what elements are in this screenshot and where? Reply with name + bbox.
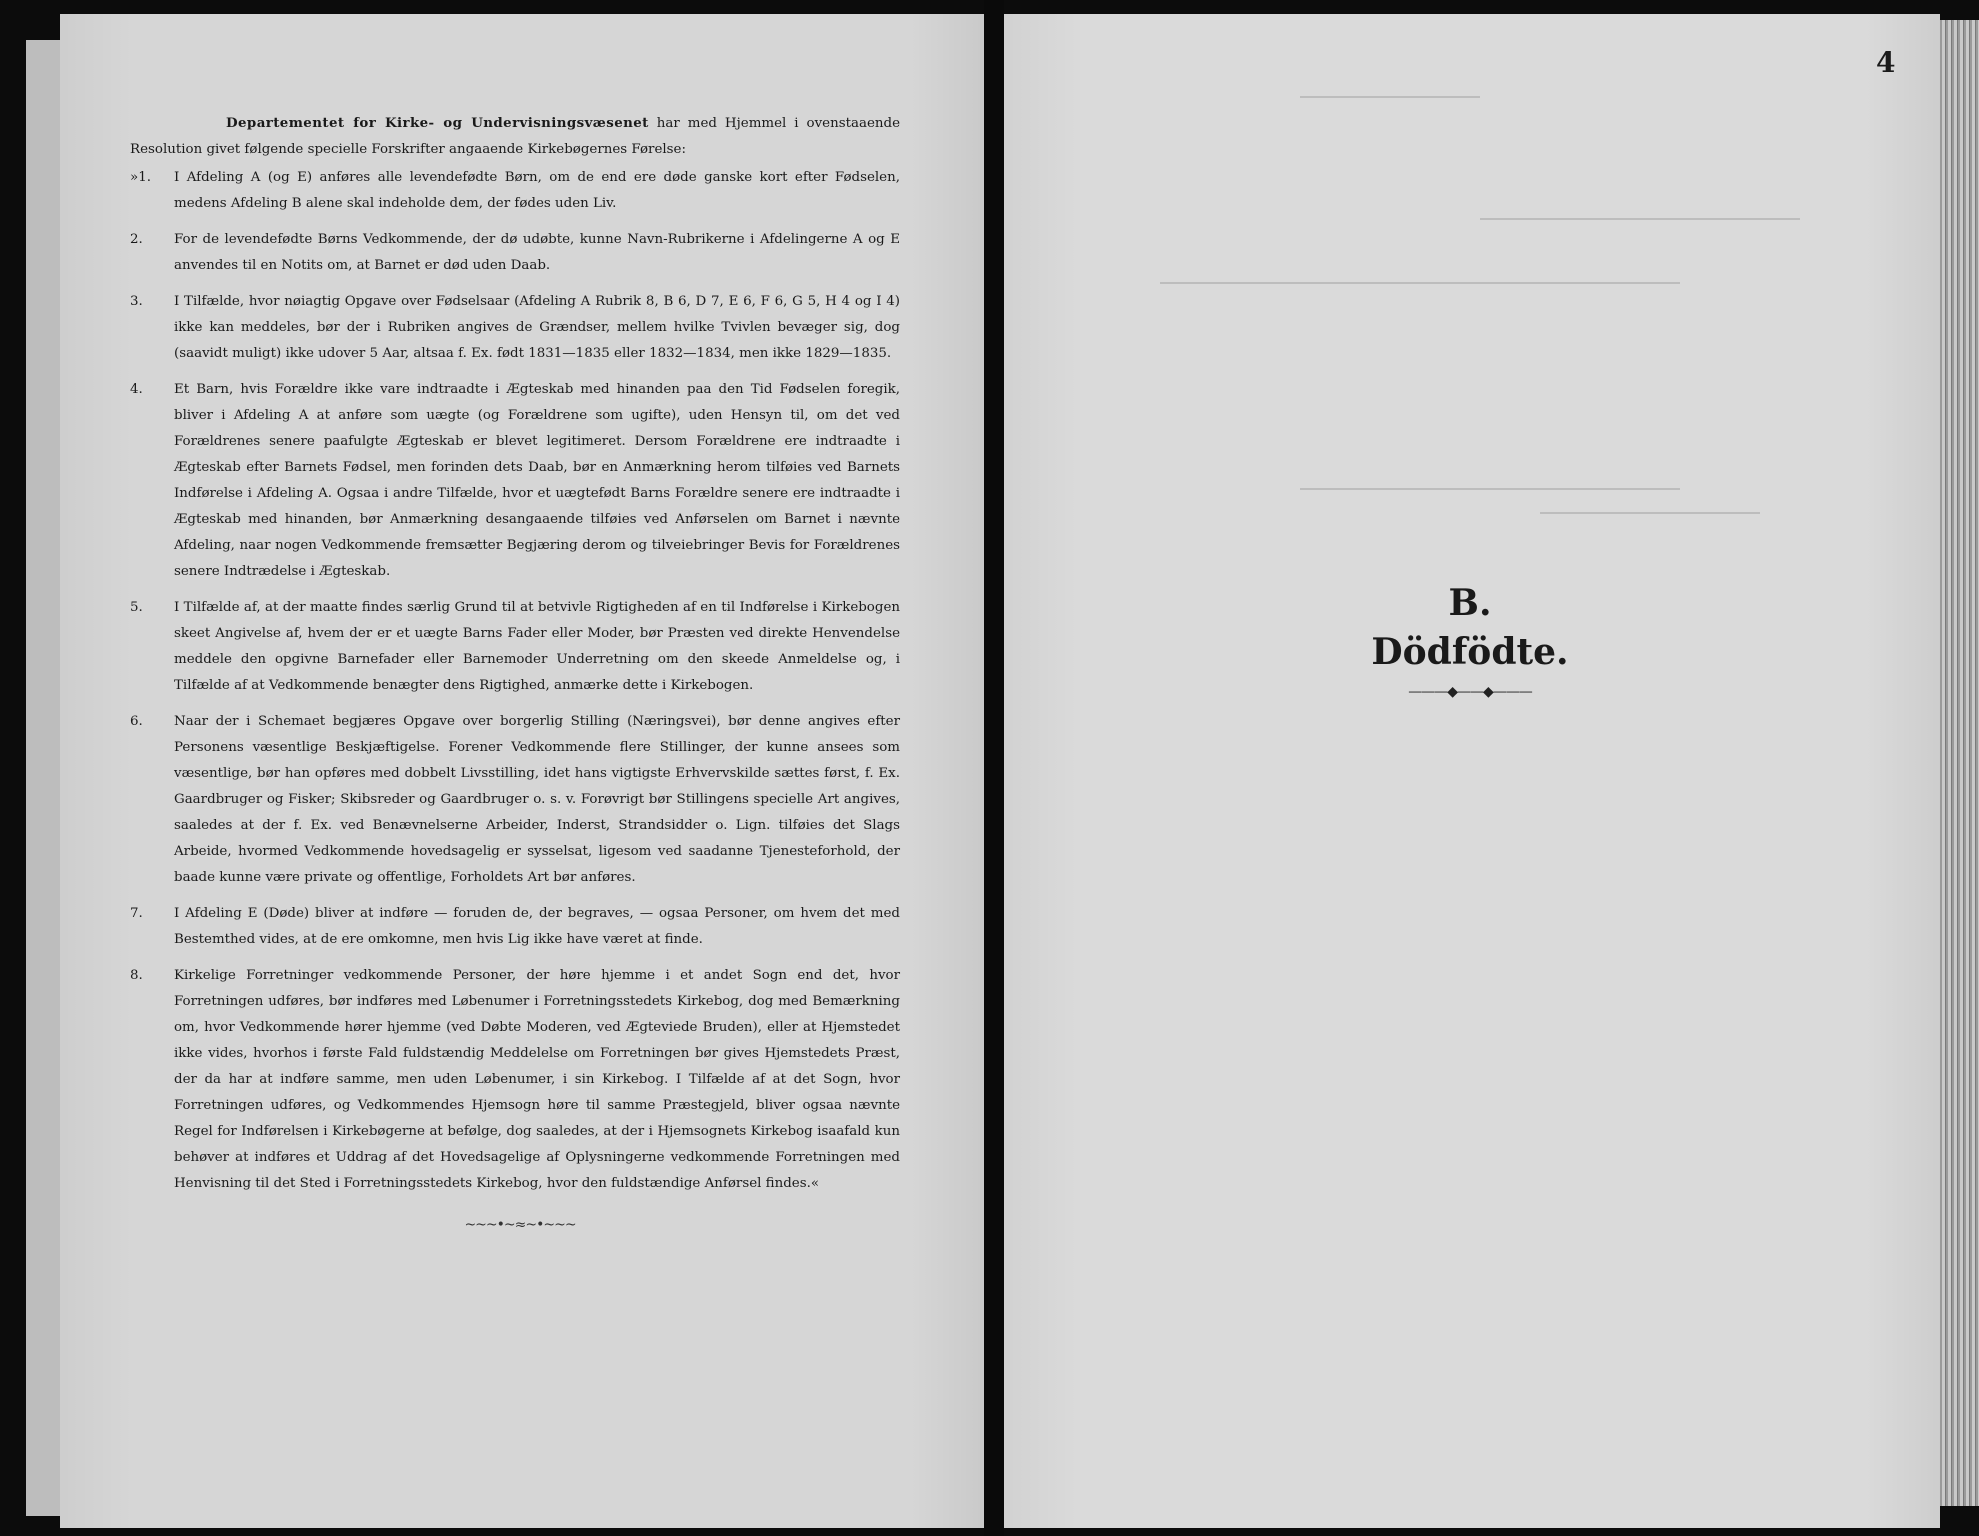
bleed-through-mark bbox=[1300, 96, 1480, 98]
rule-text: I Afdeling A (og E) anføres alle levendefødte Børn, om de end ere døde ganske kort efter Fødselen, medens Afdeling B alene skal indeholde dem, der fødes uden Liv. bbox=[174, 170, 900, 211]
regulations-text bbox=[130, 110, 900, 1207]
page-number: 4 bbox=[1876, 46, 1896, 79]
bleed-through-mark bbox=[1480, 218, 1800, 220]
rule-item bbox=[130, 165, 900, 217]
rule-text: Naar der i Schemaet begjæres Opgave over borgerlig Stilling (Næringsvei), bør denne angives efter Personens væsentlige Beskjæftigelse. Forener Vedkommende flere Stillinger, der kunne ansees som væsentlige, bør han opføres med dobbelt Livsstilling, idet hans vigtigste Erhvervskilde sættes først, f. Ex. Gaardbruger og Fisker; Skibsreder og Gaardbruger o. s. v. Forøvrigt bør Stillingens specielle Art angives, saaledes at der f. Ex. ved Benævnelserne Arbeider, Inderst, Strandsidder o. Lign. tilføies det Slags Arbeide, hvormed Vedkommende hovedsagelig er sysselsat, ligesom ved saadanne Tjenesteforhold, der baade kunne være private og offentlige, Forholdets Art bør anføres. bbox=[174, 714, 900, 885]
rule-text: Et Barn, hvis Forældre ikke vare indtraadte i Ægteskab med hinanden paa den Tid Fødselen foregik, bliver i Afdeling A at anføre som uægte (og Forældrene som ugifte), uden Hensyn til, om det ved Forældrenes senere paafulgte Ægteskab er blevet legitimeret. Dersom Forældrene ere indtraadte i Ægteskab efter Barnets Fødsel, men forinden dets Daab, bør en Anmærkning herom tilføies ved Barnets Indførelse i Afdeling A. Ogsaa i andre Tilfælde, hvor et uægtefødt Barns Forældre senere ere indtraadte i Ægteskab med hinanden, bør Anmærkning desangaaende tilføies ved Anførselen om Barnet i nævnte Afdeling, naar nogen Vedkommende fremsætter Begjæring derom og tilveiebringer Bevis for Forældrenes senere Indtrædelse i Ægteskab. bbox=[174, 382, 900, 579]
rules-list bbox=[130, 165, 900, 1197]
rule-text: For de levendefødte Børns Vedkommende, der dø udøbte, kunne Navn-Rubrikerne i Afdelingerne A og E anvendes til en Notits om, at Barnet er død uden Daab. bbox=[174, 232, 900, 273]
left-book-edge bbox=[26, 40, 62, 1516]
rule-item bbox=[130, 963, 900, 1197]
section-ornament: ———◆——◆——— bbox=[1408, 684, 1532, 700]
rule-number: 7. bbox=[130, 906, 143, 921]
book-gutter bbox=[984, 0, 1004, 1536]
right-page bbox=[1004, 14, 1940, 1528]
rule-number: »1. bbox=[130, 170, 151, 185]
end-ornament: ~~~•~≈~•~~~ bbox=[464, 1217, 576, 1233]
rule-item bbox=[130, 901, 900, 953]
bleed-through-mark bbox=[1300, 488, 1680, 490]
rule-item bbox=[130, 289, 900, 367]
bleed-through-mark bbox=[1160, 282, 1680, 284]
rule-text: Kirkelige Forretninger vedkommende Personer, der høre hjemme i et andet Sogn end det, hvor Forretningen udføres, bør indføres med Løbenumer i Forretningsstedets Kirkebog, dog med Bemærkning om, hvor Vedkommende hører hjemme (ved Døbte Moderen, ved Ægteviede Bruden), eller at Hjemstedet ikke vides, hvorhos i første Fald fuldstændig Meddelelse om Forretningen bør gives Hjemstedets Præst, der da har at indføre samme, men uden Løbenumer, i sin Kirkebog. I Tilfælde af at det Sogn, hvor Forretningen udføres, og Vedkommendes Hjemsogn høre til samme Præstegjeld, bliver ogsaa nævnte Regel for Indførelsen i Kirkebøgerne at befølge, dog saaledes, at der i Hjemsognets Kirkebog isaafald kun behøver at indføres et Uddrag af det Hovedsagelige af Oplysningerne vedkommende Forretningen med Henvisning til det Sted i Forretningsstedets Kirkebog, hvor den fuldstændige Anførsel findes.« bbox=[174, 968, 900, 1191]
section-letter: B. bbox=[1448, 582, 1492, 624]
right-book-edge bbox=[1940, 20, 1979, 1506]
intro-paragraph bbox=[130, 110, 900, 163]
rule-number: 3. bbox=[130, 294, 143, 309]
rule-number: 8. bbox=[130, 968, 143, 983]
department-name: Departementet for Kirke- og Undervisningsvæsenet bbox=[226, 115, 649, 131]
rule-number: 2. bbox=[130, 232, 143, 247]
rule-item bbox=[130, 709, 900, 891]
rule-text: I Afdeling E (Døde) bliver at indføre — foruden de, der begraves, — ogsaa Personer, om hvem det med Bestemthed vides, at de ere omkomne, men hvis Lig ikke have været at finde. bbox=[174, 906, 900, 947]
rule-number: 6. bbox=[130, 714, 143, 729]
rule-number: 5. bbox=[130, 600, 143, 615]
section-title: Dödfödte. bbox=[1371, 631, 1569, 673]
rule-item bbox=[130, 227, 900, 279]
section-heading bbox=[1350, 580, 1590, 700]
bleed-through-mark bbox=[1540, 512, 1760, 514]
intro-text: har med Hjemmel i ovenstaaende Resolution givet følgende specielle Forskrifter angaaende Kirkebøgernes Førelse: bbox=[130, 116, 900, 157]
rule-number: 4. bbox=[130, 382, 143, 397]
rule-text: I Tilfælde af, at der maatte findes særlig Grund til at betvivle Rigtigheden af en til Indførelse i Kirkebogen skeet Angivelse af, hvem der er et uægte Barns Fader eller Moder, bør Præsten ved direkte Henvendelse meddele den opgivne Barnefader eller Barnemoder Underretning om den skeede Anmeldelse og, i Tilfælde af at Vedkommende benægter dens Rigtighed, anmærke dette i Kirkebogen. bbox=[174, 600, 900, 693]
rule-item bbox=[130, 377, 900, 585]
rule-item bbox=[130, 595, 900, 699]
rule-text: I Tilfælde, hvor nøiagtig Opgave over Fødselsaar (Afdeling A Rubrik 8, B 6, D 7, E 6, F 6, G 5, H 4 og I 4) ikke kan meddeles, bør der i Rubriken angives de Grændser, mellem hvilke Tvivlen bevæger sig, dog (saavidt muligt) ikke udover 5 Aar, altsaa f. Ex. født 1831—1835 eller 1832—1834, men ikke 1829—1835. bbox=[174, 294, 900, 361]
